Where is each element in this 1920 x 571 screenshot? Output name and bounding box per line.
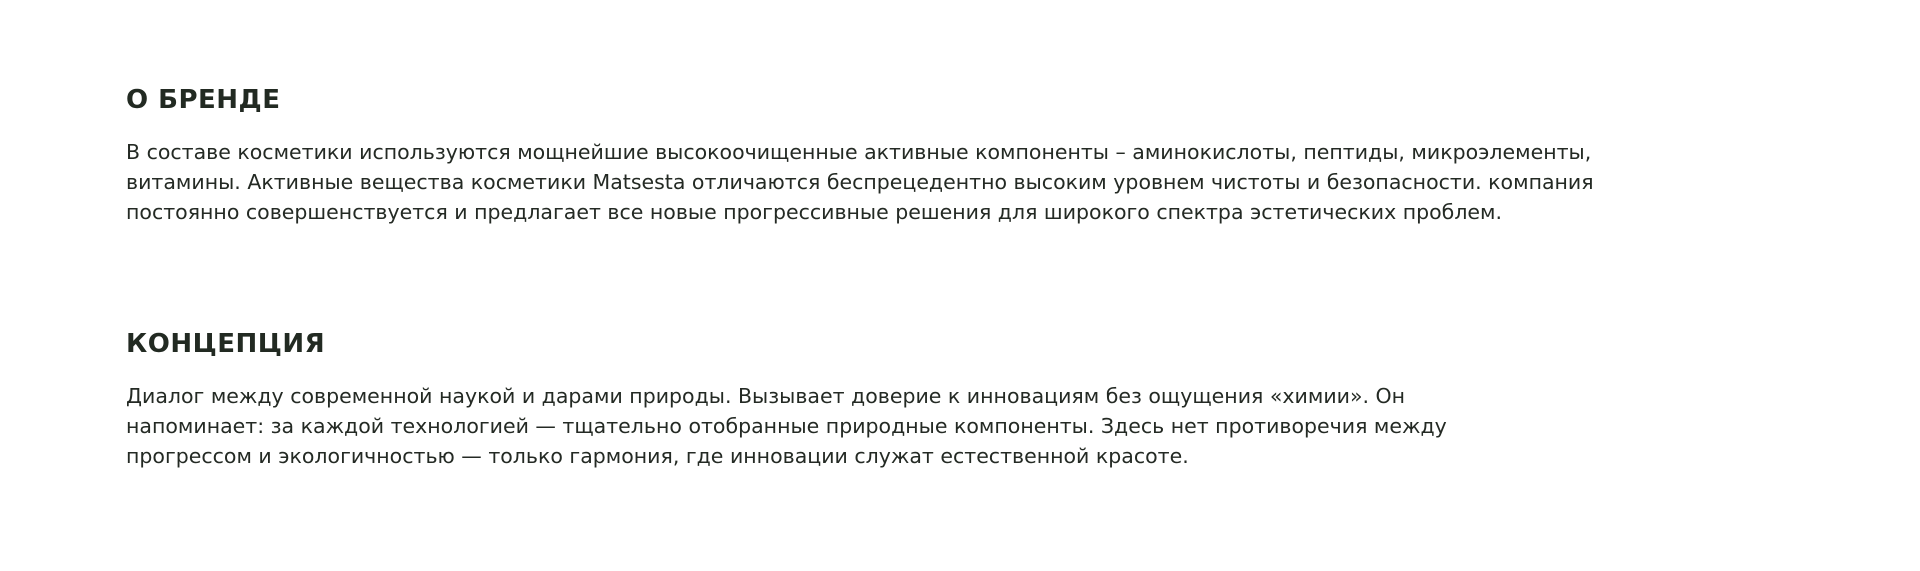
section-body-concept: Диалог между современной наукой и дарами природы. Вызывает доверие к инновациям без ощущения «химии». Он напоминает: за каждой технологией — тщательно отобранные природные компоненты. Здесь нет противоречия между прогрессом и экологичностью — только гармония, где инновации служат естественной красоте. <box>126 383 1447 469</box>
section-about-brand <box>126 86 1794 228</box>
section-concept <box>126 330 1794 472</box>
section-title-about-brand: О БРЕНДЕ <box>126 85 281 115</box>
section-body-about-brand: В составе косметики используются мощнейшие высокоочищенные активные компоненты – аминокислоты, пептиды, микроэлементы, витамины. Активные вещества косметики Matsesta отличаются беспрецедентно высоким уровнем чистоты и безопасности. компания постоянно совершенствуется и предлагает все новые прогрессивные решения для широкого спектра эстетических проблем. <box>126 139 1594 225</box>
section-title-concept: КОНЦЕПЦИЯ <box>126 329 326 359</box>
